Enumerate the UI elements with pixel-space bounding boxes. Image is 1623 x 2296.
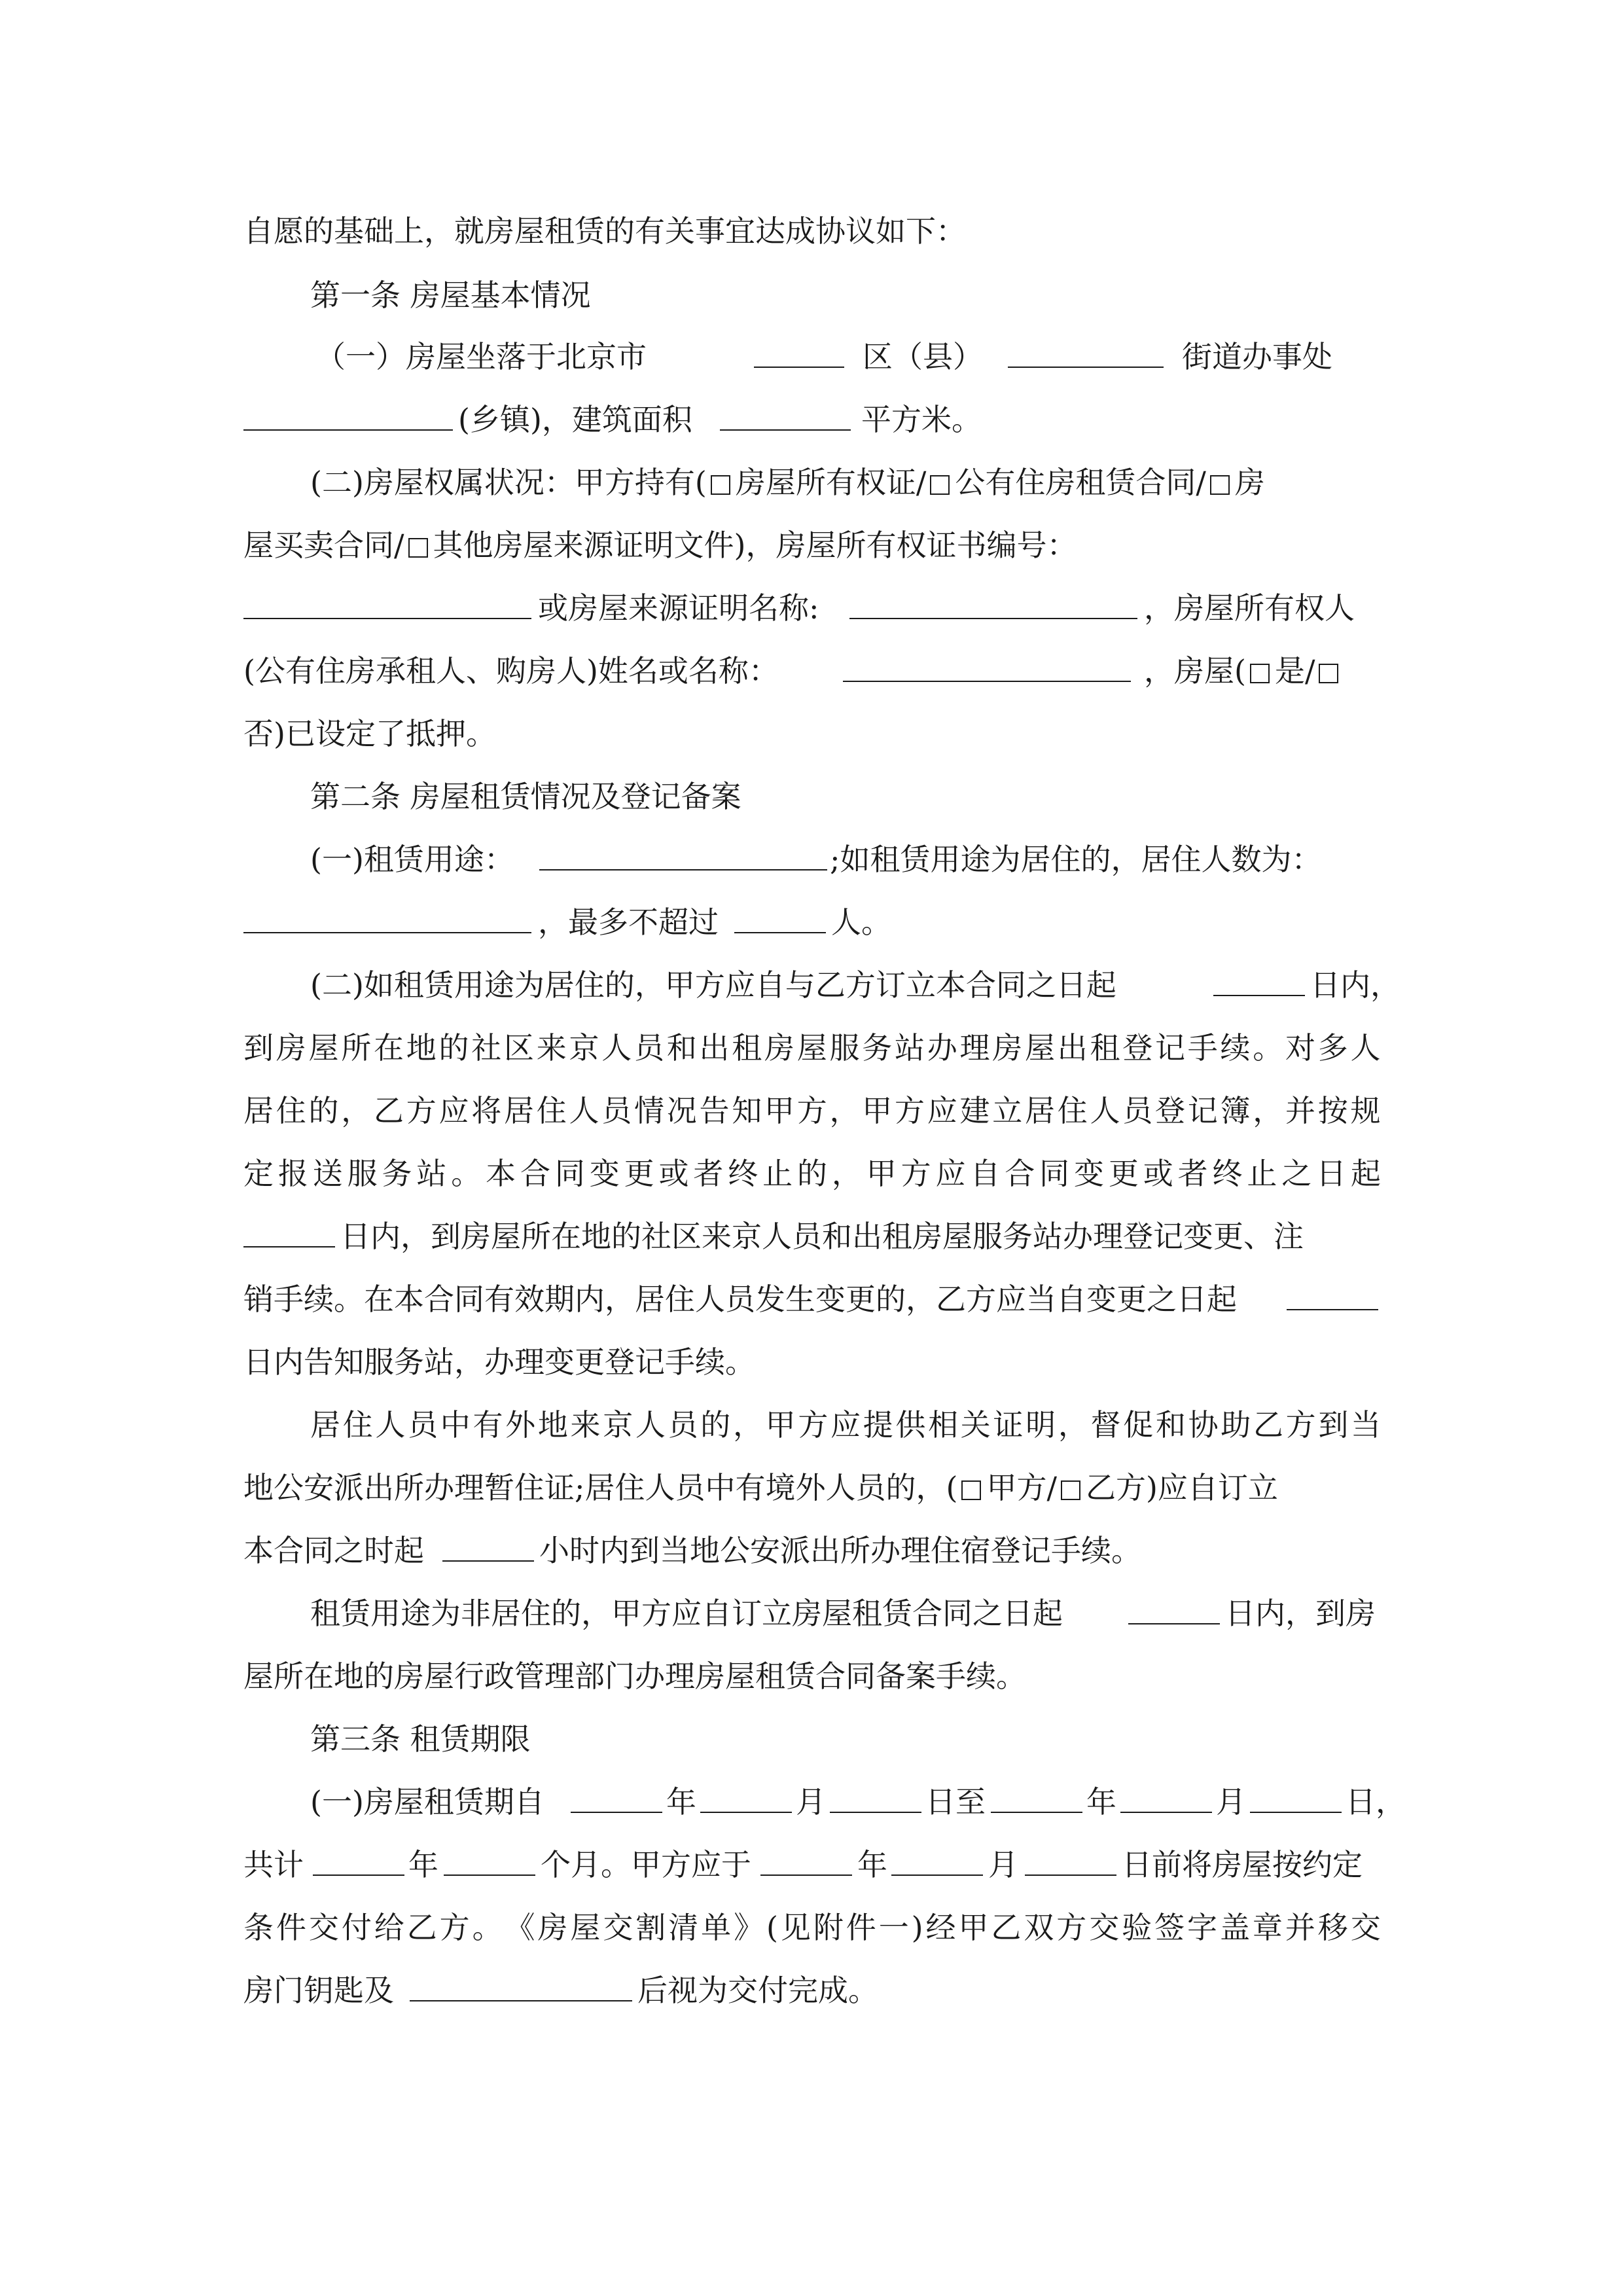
purpose-label: (一)租赁用途： [310, 842, 514, 877]
party-a-checkbox[interactable] [961, 1480, 981, 1500]
total-year-label: 年 [408, 1847, 438, 1882]
start-month-label: 月 [796, 1784, 826, 1820]
term-line-2 [0, 1842, 1623, 1888]
residents-label: ;如租赁用途为居住的，居住人数为： [830, 842, 1322, 877]
hours-blank[interactable] [442, 1560, 534, 1562]
nonresidential-l1-b: 日内，到房 [1225, 1596, 1376, 1631]
start-year-blank[interactable] [571, 1812, 662, 1813]
deliver-day-blank[interactable] [1025, 1874, 1116, 1876]
term-line-1 [0, 1779, 1623, 1825]
registration-l5: 日内，到房屋所在地的社区来京人员和出租房屋服务站办理登记变更、注 [340, 1219, 1304, 1254]
source-name-blank[interactable] [849, 618, 1137, 619]
registration-line-2: 到 房 屋 所 在 地 的 社 区 来 京 人 员 和 出 租 房 屋 服 务 站 办 理 房 屋 出 租 登 记 手 续 。 对 多 人 [243, 1030, 1381, 1066]
registration-l1-a: (二)如租赁用途为居住的，甲方应自与乙方订立本合同之日起 [310, 967, 1116, 1003]
change-days-blank[interactable] [243, 1246, 335, 1247]
keys-label: 房门钥匙及 [243, 1973, 394, 2008]
max-unit: 人。 [831, 905, 891, 940]
start-day-blank[interactable] [830, 1812, 921, 1813]
article2-title: 第二条 房屋租赁情况及登记备案 [310, 779, 741, 814]
ownership-line-1 [0, 459, 1623, 505]
township-blank[interactable] [243, 429, 453, 431]
term-line-4 [0, 1967, 1623, 2013]
source-name-label: 或房屋来源证明名称: [538, 590, 819, 626]
ownership-line-5 [0, 711, 1623, 757]
area-blank[interactable] [720, 429, 851, 431]
residents-blank[interactable] [243, 932, 531, 933]
registration-line-3: 居 住 的 ， 乙 方 应 将 居 住 人 员 情 况 告 知 甲 方 ， 甲 方 应 建 立 居 住 人 员 登 记 簿 ， 并 按 规 [243, 1093, 1381, 1128]
ownership-cert-checkbox[interactable] [711, 475, 730, 495]
intro-text: 自愿的基础上，就房屋租赁的有关事宜达成协议如下： [243, 213, 966, 249]
registration-days-blank[interactable] [1213, 995, 1305, 996]
term-prefix: (一)房屋租赁期自 [310, 1784, 544, 1820]
start-year-label: 年 [666, 1784, 696, 1820]
end-day-label: 日， [1346, 1784, 1406, 1820]
max-label: ，最多不超过 [538, 905, 719, 940]
total-months-blank[interactable] [444, 1874, 535, 1876]
nonlocal-l2: 地公安派出所办理暂住证;居住人员中有境外人员的，( 甲方/ 乙方)应自订立 [243, 1470, 1278, 1505]
location-line-1 [0, 334, 1623, 380]
nonlocal-line-3 [0, 1528, 1623, 1573]
nonlocal-l3-a: 本合同之时起 [243, 1533, 424, 1568]
public-lease-checkbox[interactable] [930, 475, 950, 495]
registration-line-4: 定 报 送 服 务 站 。 本 合 同 变 更 或 者 终 止 的 ， 甲 方 应 自 合 同 变 更 或 者 终 止 之 日 起 [243, 1156, 1381, 1191]
purpose-blank[interactable] [539, 869, 827, 870]
owner-name-blank[interactable] [843, 681, 1131, 682]
months-total-label: 个月。甲方应于 [541, 1847, 751, 1882]
district-label: 区（县） [863, 339, 983, 374]
registration-line-5 [0, 1213, 1623, 1259]
end-year-blank[interactable] [991, 1812, 1082, 1813]
deliver-year-label: 年 [857, 1847, 887, 1882]
ownership-line-3 [0, 585, 1623, 631]
purchase-contract-checkbox[interactable] [1210, 475, 1230, 495]
article3-title: 第三条 租赁期限 [310, 1721, 531, 1757]
end-month-blank[interactable] [1120, 1812, 1212, 1813]
registration-line-1 [0, 962, 1623, 1008]
registration-l6: 销手续。在本合同有效期内，居住人员发生变更的，乙方应当自变更之日起 [243, 1282, 1237, 1317]
township-label: (乡镇)，建筑面积 [458, 402, 692, 437]
end-month-label: 月 [1216, 1784, 1246, 1820]
cert-number-blank[interactable] [243, 618, 531, 619]
nonresidential-l2: 屋所在地的房屋行政管理部门办理房屋租赁合同备案手续。 [243, 1659, 1026, 1694]
article1-title: 第一条 房屋基本情况 [310, 278, 591, 313]
deliver-year-blank[interactable] [760, 1874, 852, 1876]
article2-heading [0, 774, 1623, 819]
ownership-line-4 [0, 648, 1623, 694]
other-doc-checkbox[interactable] [408, 538, 428, 558]
resident-change-days-blank[interactable] [1287, 1309, 1378, 1310]
nonlocal-line-1: 居 住 人 员 中 有 外 地 来 京 人 员 的 ， 甲 方 应 提 供 相 关 证 明 ， 督 促 和 协 助 乙 方 到 当 [310, 1407, 1381, 1443]
registration-l7: 日内告知服务站，办理变更登记手续。 [243, 1344, 755, 1380]
total-label: 共计 [243, 1847, 304, 1882]
deliver-label: 日前将房屋按约定 [1122, 1847, 1363, 1882]
mortgage-label: ，房屋( 是/ [1144, 648, 1344, 694]
nonresidential-line-2 [0, 1653, 1623, 1699]
max-blank[interactable] [734, 932, 826, 933]
street-blank[interactable] [1008, 367, 1164, 368]
registration-line-6 [0, 1276, 1623, 1322]
term-line-3: 条 件 交 付 给 乙 方 。 《 房 屋 交 割 清 单 》 ( 见 附 件 一 ) 经 甲 乙 双 方 交 验 签 字 盖 章 并 移 交 [243, 1910, 1381, 1945]
location-line-2 [0, 397, 1623, 442]
filing-days-blank[interactable] [1128, 1623, 1220, 1624]
registration-l1-b: 日内， [1310, 967, 1400, 1003]
area-unit: 平方米。 [861, 402, 982, 437]
mortgage-yes-checkbox[interactable] [1250, 664, 1270, 683]
mortgage-no-checkbox[interactable] [1319, 664, 1338, 683]
intro-line [0, 208, 1623, 254]
location-prefix: （一）房屋坐落于北京市 [315, 339, 647, 374]
deliver-month-blank[interactable] [891, 1874, 983, 1876]
ownership-line-2 [0, 522, 1623, 568]
end-year-label: 年 [1086, 1784, 1116, 1820]
start-day-label: 日至 [925, 1784, 986, 1820]
nonlocal-line-2 [0, 1465, 1623, 1511]
mortgage-no-text: 否)已设定了抵押。 [243, 716, 496, 751]
district-blank[interactable] [754, 367, 844, 368]
owner-label: ，房屋所有权人 [1144, 590, 1355, 626]
registration-line-7 [0, 1339, 1623, 1385]
start-month-blank[interactable] [700, 1812, 792, 1813]
party-b-checkbox[interactable] [1061, 1480, 1080, 1500]
street-label: 街道办事处 [1182, 339, 1332, 374]
article3-heading [0, 1716, 1623, 1762]
nonlocal-l3-b: 小时内到当地公安派出所办理住宿登记手续。 [539, 1533, 1141, 1568]
article1-heading [0, 272, 1623, 318]
nonresidential-l1-a: 租赁用途为非居住的，甲方应自订立房屋租赁合同之日起 [310, 1596, 1063, 1631]
ownership-prefix: (二)房屋权属状况：甲方持有( 房屋所有权证/ 公有住房租赁合同/ 房 [310, 465, 1265, 500]
keys-blank[interactable] [410, 2000, 632, 2001]
ownership-line-2-text: 屋买卖合同/ 其他房屋来源证明文件)，房屋所有权证书编号： [243, 528, 1077, 563]
purpose-line-1 [0, 836, 1623, 882]
delivery-complete-label: 后视为交付完成。 [637, 1973, 878, 2008]
nonresidential-line-1 [0, 1590, 1623, 1636]
owner-name-label: (公有住房承租人、购房人)姓名或名称： [243, 653, 779, 689]
total-years-blank[interactable] [313, 1874, 404, 1876]
purpose-line-2 [0, 899, 1623, 945]
end-day-blank[interactable] [1250, 1812, 1342, 1813]
deliver-month-label: 月 [988, 1847, 1018, 1882]
